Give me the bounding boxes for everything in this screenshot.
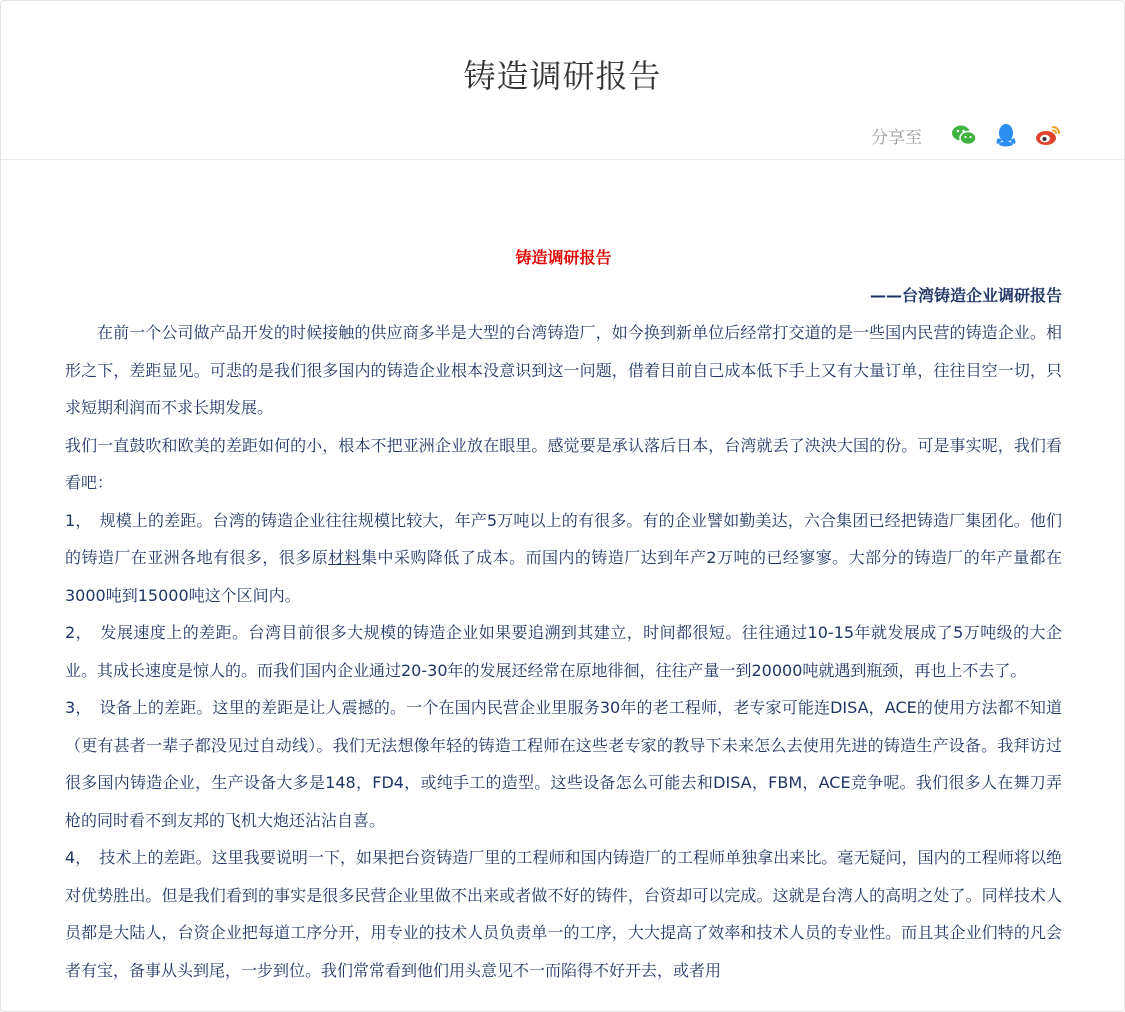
wechat-icon[interactable] <box>950 121 978 149</box>
paragraph-technology: 4， 技术上的差距。这里我要说明一下，如果把台资铸造厂里的工程师和国内铸造厂的工程师单独拿出来比。毫无疑问，国内的工程师将以绝对优势胜出。但是我们看到的事实是很多民营企业里做不出来或者做不好的铸件，台资却可以完成。这就是台湾人的高明之处了。同样技术人员都是大陆人，台资企业把每道工序分开，用专业的技术人员负责单一的工序，大大提高了效率和技术人员的专业性。而且其企业们特的凡会者有宝，备事从头到尾，一步到位。我们常常看到他们用头意见不一而陷得不好开去，或者用 <box>65 848 1062 980</box>
article-body <box>65 239 1062 989</box>
share-label: 分享至 <box>871 127 922 148</box>
article-title: 铸造调研报告 <box>515 248 612 267</box>
article-header <box>1 1 1124 160</box>
paragraph-scale-text-b: 集中采购降低了成本。而国内的铸造厂达到年产2万吨的已经寥寥。大部分的铸造厂的年产量都在3000吨到15000吨这个区间内。 <box>65 548 1062 605</box>
paragraph-intro: 在前一个公司做产品开发的时候接触的供应商多半是大型的台湾铸造厂，如今换到新单位后经常打交道的是一些国内民营的铸造企业。相形之下，差距显见。可悲的是我们很多国内的铸造企业根本没意识到这一问题，借着目前自己成本低下手上又有大量订单，往往目空一切，只求短期利润而不求长期发展。 <box>65 323 1062 417</box>
article-subtitle: ——台湾铸造企业调研报告 <box>869 285 1062 305</box>
share-bar <box>871 121 1062 149</box>
page-title: 铸造调研报告 <box>463 57 662 95</box>
materials-link[interactable]: 材料 <box>328 548 362 567</box>
paragraph-2: 我们一直鼓吹和欧美的差距如何的小，根本不把亚洲企业放在眼里。感觉要是承认落后日本，台湾就丢了泱泱大国的份。可是事实呢，我们看看吧： <box>65 435 1062 492</box>
weibo-icon[interactable] <box>1034 121 1062 149</box>
paragraph-speed: 2， 发展速度上的差距。台湾目前很多大规模的铸造企业如果要追溯到其建立，时间都很短。往往通过10-15年就发展成了5万吨级的大企业。其成长速度是惊人的。而我们国内企业通过20-30年的发展还经常在原地徘徊，往往产量一到20000吨就遇到瓶颈，再也上不去了。 <box>65 623 1062 680</box>
paragraph-scale <box>65 502 1062 615</box>
paragraph-scale-text-a: 1， 规模上的差距。台湾的铸造企业往往规模比较大，年产5万吨以上的有很多。有的企业譬如勤美达，六合集团已经把铸造厂集团化。他们的铸造厂在亚洲各地有很多，很多原 <box>65 510 1062 567</box>
paragraph-equipment: 3， 设备上的差距。这里的差距是让人震撼的。一个在国内民营企业里服务30年的老工程师，老专家可能连DISA，ACE的使用方法都不知道（更有甚者一辈子都没见过自动线）。我们无法想像年轻的铸造工程师在这些老专家的教导下未来怎么去使用先进的铸造生产设备。我拜访过很多国内铸造企业，生产设备大多是148，FD4，或纯手工的造型。这些设备怎么可能去和DISA，FBM，ACE竞争呢。我们很多人在舞刀弄枪的同时看不到友邦的飞机大炮还沾沾自喜。 <box>65 698 1062 830</box>
qq-icon[interactable] <box>992 121 1020 149</box>
